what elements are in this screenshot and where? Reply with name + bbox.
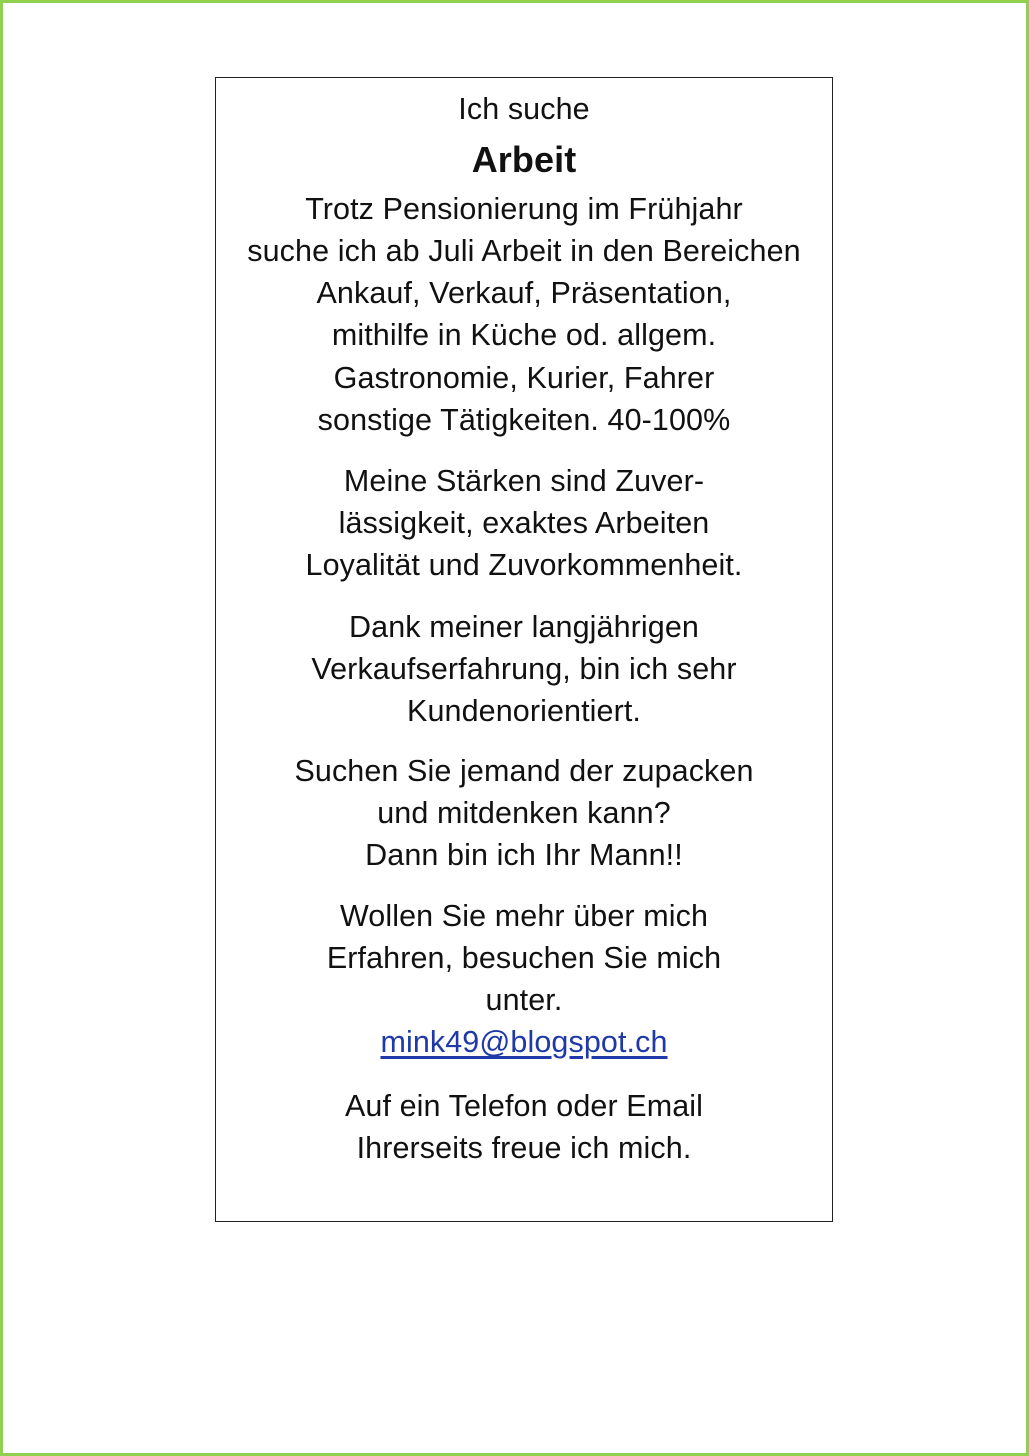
text-line: und mitdenken kann?	[377, 796, 671, 830]
text-line: Dank meiner langjährigen	[349, 610, 699, 644]
text-line: Loyalität und Zuvorkommenheit.	[305, 548, 743, 582]
text-line: Trotz Pensionierung im Frühjahr	[305, 192, 743, 226]
text-line: sonstige Tätigkeiten. 40-100%	[317, 403, 731, 437]
text-line: Wollen Sie mehr über mich	[339, 899, 709, 933]
intro-text: Ich suche	[458, 92, 590, 126]
ad-title: Arbeit	[471, 139, 577, 180]
closing-line: Auf ein Telefon oder Email	[344, 1089, 704, 1123]
job-ad-box	[215, 77, 833, 1222]
text-line: unter.	[485, 983, 563, 1017]
closing-line: Ihrerseits freue ich mich.	[356, 1131, 692, 1165]
text-line: mithilfe in Küche od. allgem.	[331, 318, 717, 352]
text-line: Erfahren, besuchen Sie mich	[326, 941, 722, 975]
blog-link[interactable]: mink49@blogspot.ch	[380, 1025, 668, 1059]
text-line: Meine Stärken sind Zuver-	[343, 464, 705, 498]
text-line: Verkaufserfahrung, bin ich sehr	[311, 652, 737, 686]
text-line: lässigkeit, exaktes Arbeiten	[338, 506, 710, 540]
text-line: Suchen Sie jemand der zupacken	[294, 754, 754, 788]
text-line: suche ich ab Juli Arbeit in den Bereichen	[247, 234, 801, 268]
text-line: Ankauf, Verkauf, Präsentation,	[316, 276, 732, 310]
text-line: Kundenorientiert.	[407, 694, 641, 728]
text-line: Dann bin ich Ihr Mann!!	[365, 838, 683, 872]
text-line: Gastronomie, Kurier, Fahrer	[333, 361, 715, 395]
